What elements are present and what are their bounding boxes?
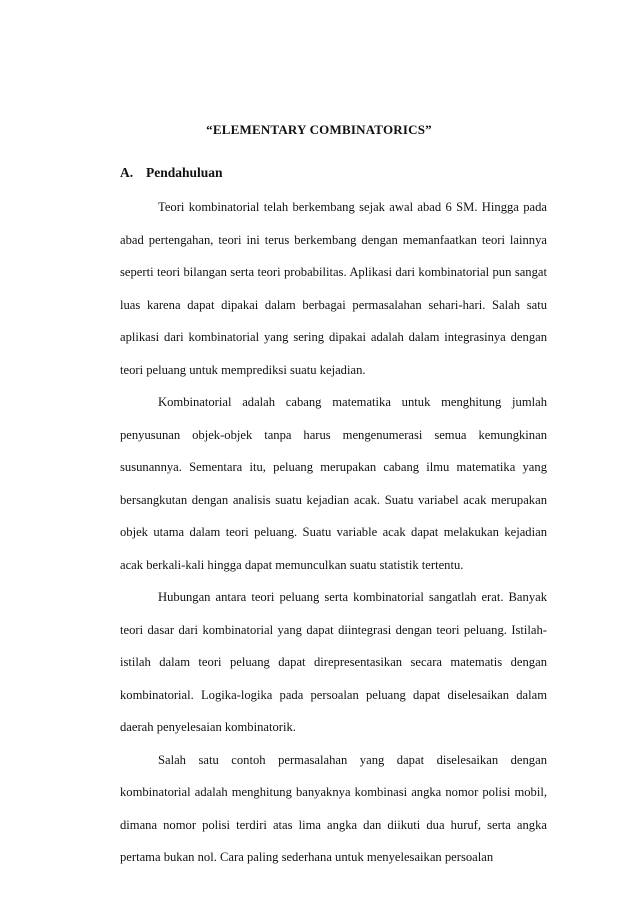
body-text bbox=[120, 191, 547, 874]
section-heading bbox=[120, 165, 223, 181]
section-title: Pendahuluan bbox=[146, 165, 223, 180]
section-number: A. bbox=[120, 165, 134, 180]
document-title: “ELEMENTARY COMBINATORICS” bbox=[206, 122, 432, 137]
paragraph-3: Hubungan antara teori peluang serta kombinatorial sangatlah erat. Banyak teori dasar dari kombinatorial yang dapat diintegrasi dengan teori peluang. Istilah-istilah dalam teori peluang dapat direpresentasikan secara matematis dengan kombinatorial. Logika-logika pada persoalan peluang dapat diselesaikan dalam daerah penyelesaian kombinatorik. bbox=[120, 590, 547, 734]
paragraph-1: Teori kombinatorial telah berkembang sejak awal abad 6 SM. Hingga pada abad pertengahan, teori ini terus berkembang dengan memanfaatkan teori lainnya seperti teori bilangan serta teori probabilitas. Aplikasi dari kombinatorial pun sangat luas karena dapat dipakai dalam berbagai permasalahan sehari-hari. Salah satu aplikasi dari kombinatorial yang sering dipakai adalah dalam integrasinya dengan teori peluang untuk memprediksi suatu kejadian. bbox=[120, 200, 547, 377]
paragraph-2: Kombinatorial adalah cabang matematika untuk menghitung jumlah penyusunan objek-objek tanpa harus mengenumerasi semua kemungkinan susunannya. Sementara itu, peluang merupakan cabang ilmu matematika yang bersangkutan dengan analisis suatu kejadian acak. Suatu variabel acak merupakan objek utama dalam teori peluang. Suatu variable acak dapat melakukan kejadian acak berkali-kali hingga dapat memunculkan suatu statistik tertentu. bbox=[120, 395, 547, 572]
paragraph-4: Salah satu contoh permasalahan yang dapat diselesaikan dengan kombinatorial adalah menghitung banyaknya kombinasi angka nomor polisi mobil, dimana nomor polisi terdiri atas lima angka dan diikuti dua huruf, serta angka pertama bukan nol. Cara paling sederhana untuk menyelesaikan persoalan bbox=[120, 752, 547, 864]
